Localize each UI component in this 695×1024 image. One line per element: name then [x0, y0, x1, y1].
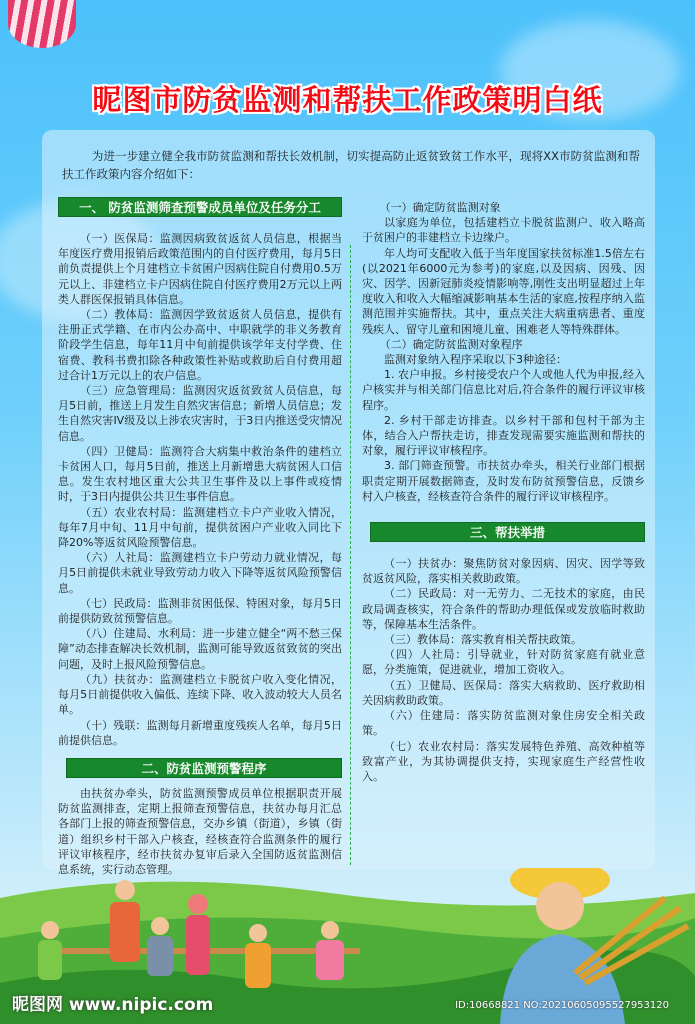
- right-column: [362, 200, 645, 784]
- paragraph: 以家庭为单位，包括建档立卡脱贫监测户、收入略高于贫困户的非建档立卡边缘户。: [362, 216, 645, 245]
- hot-air-balloon-icon: [8, 0, 76, 48]
- left-column: [58, 197, 342, 877]
- section1-item: （九）扶贫办：监测建档立卡脱贫户收入变化情况，每月5日前提供收入偏低、连续下降、收入波动较大人员名单。: [58, 672, 342, 717]
- paragraph: 监测对象纳入程序采取以下3种途径：: [384, 353, 567, 367]
- section1-item: （二）教体局：监测因学致贫返贫人员信息，提供有注册正式学籍、在市内公办高中、中职就学的非义务教育阶段学生信息，每年11月中旬前提供该学年支付学费、住宿费、教科书费扣除各种政策性补贴或救助后自付费用超过合计1万元以上的农户信息。: [58, 308, 342, 382]
- step-item: 1. 农户申报。乡村接受农户个人或他人代为申报,经入户核实并与相关部门信息比对后,符合条件的履行评议审核程序。: [362, 368, 645, 412]
- section1-heading: 一、 防贫监测筛查预警成员单位及任务分工: [58, 197, 342, 217]
- section3-item: （二）民政局：对一无劳力、二无技术的家庭，由民政局调查核实，符合条件的帮助办理低保或发放临时救助等，保障基本生活条件。: [362, 587, 645, 631]
- section2-item: 由扶贫办牵头，防贫监测预警成员单位根据职责开展防贫监测排查，定期上报筛查预警信息，扶贫办每月汇总各部门上报的筛查预警信息，交办乡镇（街道），乡镇（街道）组织乡村干部入户核查，经核查符合监测条件的履行评议审核程序，经市扶贫办复审后录入全国防返贫监测信息系统，实行动态管理。: [58, 786, 342, 876]
- section1-item: （四）卫健局：监测符合大病集中救治条件的建档立卡贫困人口，每月5日前，推送上月新增患大病贫困人口信息。发生农村地区重大公共卫生事件及以上事件或疫情时，于3日内提供公共卫生事件信息。: [58, 444, 342, 504]
- subheading: （二）确定防贫监测对象程序: [379, 337, 523, 351]
- section3-item: （四）人社局：引导就业，针对防贫家庭有就业意愿，分类施策，促进就业，增加工资收入。: [362, 648, 645, 677]
- section3-item: （一）扶贫办：聚焦防贫对象因病、因灾、因学等致贫返贫风险，落实相关救助政策。: [362, 557, 645, 586]
- section1-item: （十）残联：监测每月新增重度残疾人名单，每月5日前提供信息。: [58, 718, 342, 747]
- column-divider: [350, 245, 351, 865]
- section3-item: （六）住建局：落实防贫监测对象住房安全相关政策。: [362, 709, 645, 738]
- section1-item: （一）医保局：监测因病致贫返贫人员信息，根据当年度医疗费用报销后政策范围内的自付医疗费用，每月5日前负责提供上个月建档立卡贫困户因病住院自付费用0.5万元以上、非建档立卡户因病住院自付医疗费用2万元以上两类人群医保报销具体信息。: [58, 232, 342, 306]
- section1-item: （三）应急管理局：监测因灾返贫致贫人员信息，每月5日前，推送上月发生自然灾害信息；新增人员信息；发生自然灾害IV级及以上涉农灾害时，于3日内推送受灾情况信息。: [58, 384, 342, 443]
- section3-item: （七）农业农村局：落实发展特色养殖、高效种植等致富产业，为其协调提供支持，实现家庭生产经营性收入。: [362, 739, 645, 783]
- watermark-logo: 昵图网 www.nipic.com: [12, 995, 214, 1015]
- page-title: 昵图市防贫监测和帮扶工作政策明白纸: [92, 85, 603, 117]
- paragraph: 年人均可支配收入低于当年度国家扶贫标准1.5倍左右(以2021年6000元为参考)的家庭,以及因病、因残、因灾、因学、因新冠肺炎疫情影响等,刚性支出明显超过上年度收入和收入大幅缩减影响基本生活的家庭,按程序纳入监测范围并实施帮扶。其中，重点关注大病重病患者、重度残疾人、留守儿童和困境儿童、困难老人等特殊群体。: [362, 246, 645, 336]
- step-item: 2. 乡村干部走访排查。以乡村干部和包村干部为主体，结合入户帮扶走访，排查发现需要实施监测和帮扶的对象，履行评议审核程序。: [362, 413, 645, 458]
- section3-heading: 三、帮扶举措: [370, 522, 645, 542]
- section1-item: （八）住建局、水利局：进一步建立健全“两不愁三保障”动态排查解决长效机制，监测可能导致返贫致贫的突出问题，及时上报风险预警信息。: [58, 627, 342, 671]
- intro-text: 为进一步建立健全我市防贫监测和帮扶长效机制，切实提高防止返贫致贫工作水平，现将XX市防贫监测和帮扶工作政策内容介绍如下：: [62, 149, 640, 181]
- section1-item: （六）人社局：监测建档立卡户劳动力就业情况，每月5日前提供未就业导致劳动力收入下降等返贫风险预警信息。: [58, 551, 342, 595]
- section1-item: （五）农业农村局：监测建档立卡户产业收入情况，每年7月中旬、11月中旬前，提供贫困户产业收入同比下降20%等返贫风险预警信息。: [58, 505, 342, 550]
- section2-heading: 二、防贫监测预警程序: [66, 758, 342, 778]
- subheading: （一）确定防贫监测对象: [379, 201, 501, 214]
- section3-item: （三）教体局：落实教育相关帮扶政策。: [384, 633, 582, 647]
- step-item: 3. 部门筛查预警。市扶贫办牵头，相关行业部门根据职责定期开展数据筛查，及时发布防贫预警信息，反馈乡村入户核查，经核查符合条件的履行评议审核程序。: [362, 459, 645, 503]
- section1-item: （七）民政局：监测非贫困低保、特困对象，每月5日前提供防致贫预警信息。: [58, 596, 342, 626]
- watermark-id: ID:10668821 NO:20210605095527953120: [455, 1000, 669, 1011]
- section3-item: （五）卫健局、医保局：落实大病救助、医疗救助相关因病救助政策。: [362, 678, 645, 707]
